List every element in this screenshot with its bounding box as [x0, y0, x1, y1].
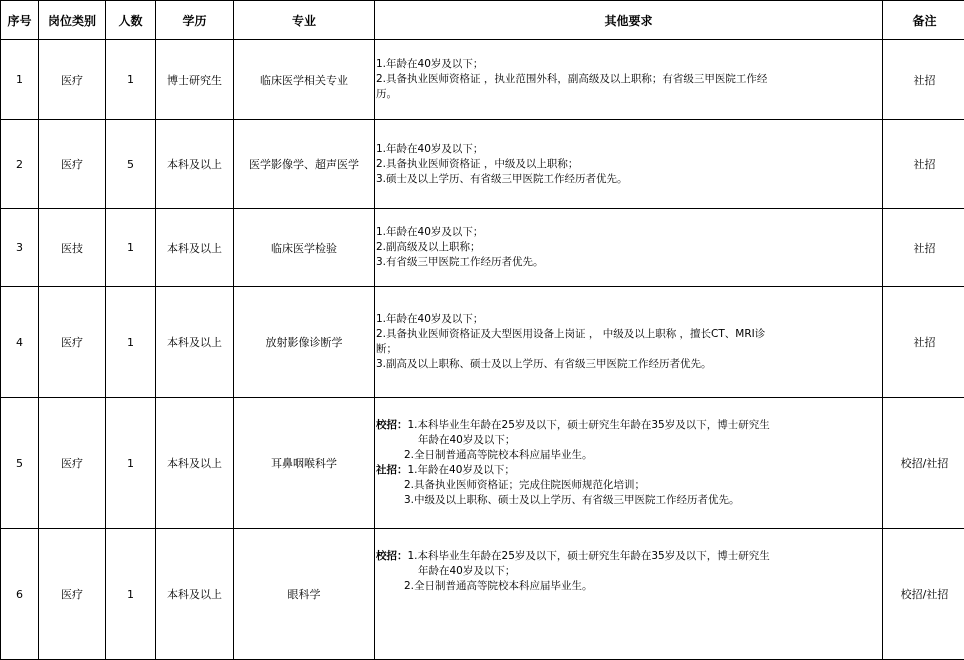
- cell-education: 本科及以上: [156, 529, 234, 660]
- table-row: [1, 40, 964, 120]
- cell-requirements: [375, 120, 883, 209]
- social-line: [376, 463, 882, 478]
- req-line: 2.具备执业医师资格证；完成住院医师规范化培训；: [376, 478, 882, 493]
- cell-no: 6: [1, 529, 39, 660]
- campus-label: 校招：: [376, 550, 408, 562]
- cell-major: 临床医学相关专业: [234, 40, 375, 120]
- req-line: [376, 624, 882, 639]
- req-line: 历。: [376, 87, 882, 102]
- req-line: 3.硕士及以上学历、有省级三甲医院工作经历者优先。: [376, 172, 882, 187]
- req-line: 1.本科毕业生年龄在25岁及以下，硕士研究生年龄在35岁及以下，博士研究生: [408, 419, 770, 431]
- req-line: [376, 594, 882, 609]
- cell-education: 本科及以上: [156, 287, 234, 398]
- req-line: 1.年龄在40岁及以下；: [376, 312, 882, 327]
- cell-education: 博士研究生: [156, 40, 234, 120]
- cell-note: 社招: [883, 40, 964, 120]
- req-line: 1.年龄在40岁及以下；: [376, 142, 882, 157]
- cell-category: 医技: [39, 209, 106, 287]
- req-line: 2.全日制普通高等院校本科应届毕业生。: [376, 579, 882, 594]
- cell-count: 1: [106, 209, 156, 287]
- table-row: [1, 120, 964, 209]
- social-label: 社招：: [376, 464, 408, 476]
- req-line: 年龄在40岁及以下；: [376, 564, 882, 579]
- table-row: [1, 209, 964, 287]
- cell-education: 本科及以上: [156, 120, 234, 209]
- cell-requirements: [375, 209, 883, 287]
- cell-requirements: [375, 529, 883, 660]
- req-line: 3.中级及以上职称、硕士及以上学历、有省级三甲医院工作经历者优先。: [376, 493, 882, 508]
- cell-requirements: [375, 398, 883, 529]
- req-line: 3.副高及以上职称、硕士及以上学历、有省级三甲医院工作经历者优先。: [376, 357, 882, 372]
- cell-requirements: [375, 287, 883, 398]
- campus-line: [376, 418, 882, 433]
- cell-education: 本科及以上: [156, 209, 234, 287]
- header-note: 备注: [883, 1, 964, 40]
- header-count: 人数: [106, 1, 156, 40]
- cell-count: 1: [106, 40, 156, 120]
- header-row: [1, 1, 964, 40]
- campus-line: [376, 549, 882, 564]
- header-no: 序号: [1, 1, 39, 40]
- cell-category: 医疗: [39, 398, 106, 529]
- cell-note: 社招: [883, 209, 964, 287]
- cell-count: 5: [106, 120, 156, 209]
- req-line: 2.具备执业医师资格证及大型医用设备上岗证 ， 中级及以上职称 ，擅长CT、MRI诊: [376, 327, 882, 342]
- req-line: 2.副高级及以上职称；: [376, 240, 882, 255]
- cell-category: 医疗: [39, 529, 106, 660]
- req-line: 1.本科毕业生年龄在25岁及以下，硕士研究生年龄在35岁及以下，博士研究生: [408, 550, 770, 562]
- req-line: 3.有省级三甲医院工作经历者优先。: [376, 255, 882, 270]
- req-line: 1.年龄在40岁及以下；: [376, 225, 882, 240]
- table-row: [1, 398, 964, 529]
- header-education: 学历: [156, 1, 234, 40]
- cell-education: 本科及以上: [156, 398, 234, 529]
- cell-count: 1: [106, 398, 156, 529]
- cell-category: 医疗: [39, 287, 106, 398]
- cell-note: 校招/社招: [883, 398, 964, 529]
- header-major: 专业: [234, 1, 375, 40]
- req-line: 2.具备执业医师资格证 ，中级及以上职称；: [376, 157, 882, 172]
- req-line: 2.全日制普通高等院校本科应届毕业生。: [376, 448, 882, 463]
- cell-major: 临床医学检验: [234, 209, 375, 287]
- table-row: [1, 529, 964, 660]
- req-line: 年龄在40岁及以下；: [376, 433, 882, 448]
- cell-no: 1: [1, 40, 39, 120]
- cell-count: 1: [106, 287, 156, 398]
- cell-count: 1: [106, 529, 156, 660]
- req-line: [376, 609, 882, 624]
- cell-no: 3: [1, 209, 39, 287]
- cell-no: 5: [1, 398, 39, 529]
- cell-no: 2: [1, 120, 39, 209]
- cell-major: 耳鼻咽喉科学: [234, 398, 375, 529]
- header-category: 岗位类别: [39, 1, 106, 40]
- req-line: 断；: [376, 342, 882, 357]
- req-line: 1.年龄在40岁及以下；: [408, 464, 515, 476]
- table-row: [1, 287, 964, 398]
- cell-note: 校招/社招: [883, 529, 964, 660]
- cell-major: 放射影像诊断学: [234, 287, 375, 398]
- header-requirements: 其他要求: [375, 1, 883, 40]
- cell-major: 眼科学: [234, 529, 375, 660]
- cell-major: 医学影像学、超声医学: [234, 120, 375, 209]
- cell-no: 4: [1, 287, 39, 398]
- cell-note: 社招: [883, 287, 964, 398]
- cell-category: 医疗: [39, 120, 106, 209]
- campus-label: 校招：: [376, 419, 408, 431]
- req-line: 2.具备执业医师资格证 ，执业范围外科，副高级及以上职称；有省级三甲医院工作经: [376, 72, 882, 87]
- req-line: 1.年龄在40岁及以下；: [376, 57, 882, 72]
- cell-category: 医疗: [39, 40, 106, 120]
- cell-requirements: [375, 40, 883, 120]
- cell-note: 社招: [883, 120, 964, 209]
